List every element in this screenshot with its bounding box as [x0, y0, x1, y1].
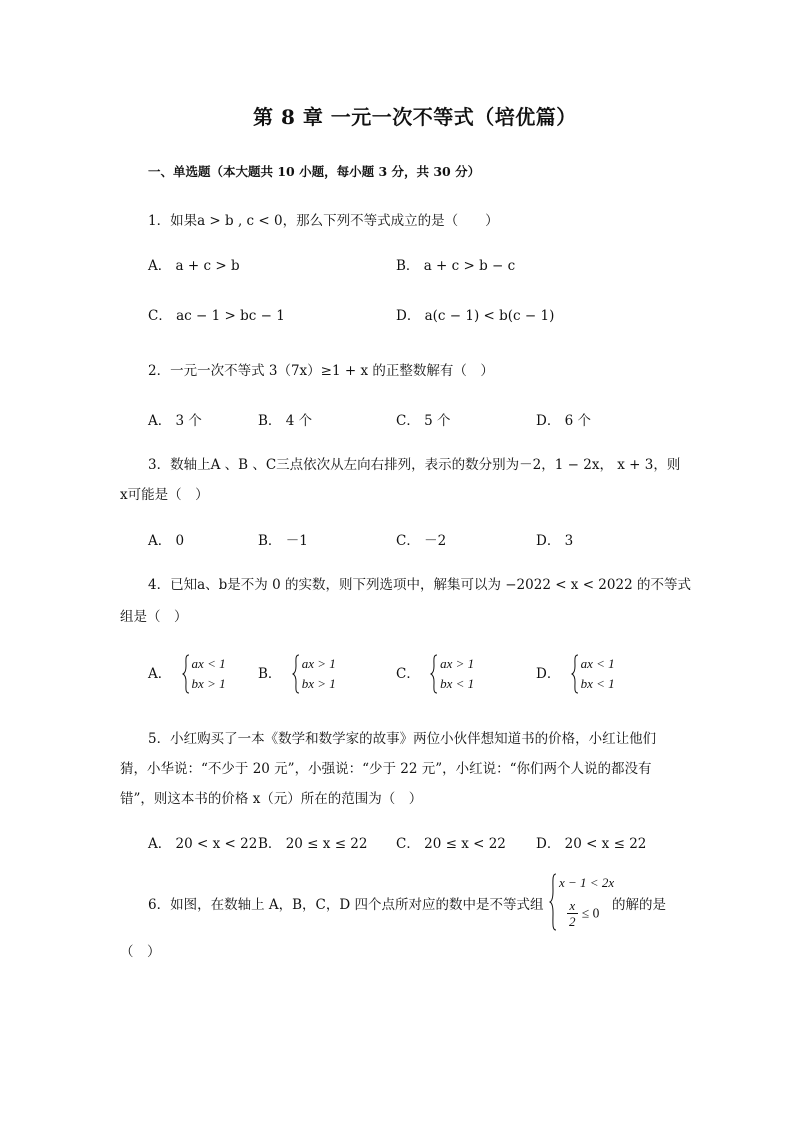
left-brace-icon	[182, 654, 190, 694]
question-2-option-c: C． 5 个	[396, 413, 451, 429]
question-5-option-b: B． 20 ≤ x ≤ 22	[258, 836, 368, 852]
system-line-1: ax < 1	[191, 656, 226, 671]
question-5-option-d: D． 20 < x ≤ 22	[536, 836, 647, 852]
left-brace-icon	[430, 654, 438, 694]
question-1-text: 1．如果a > b , c < 0，那么下列不等式成立的是（ ）	[148, 213, 499, 229]
question-3-option-c: C． －2	[396, 533, 447, 549]
option-label: C．	[396, 666, 420, 682]
question-4-option-c	[396, 654, 474, 694]
inequality-system	[571, 654, 615, 694]
question-3-option-a: A． 0	[148, 533, 185, 549]
question-1-option-d: D． a(c − 1) < b(c − 1)	[396, 308, 555, 324]
question-3-text-line-1: 3．数轴上A 、B 、C三点依次从左向右排列，表示的数分别为－2，1 − 2x， x + 3，则	[148, 457, 681, 473]
question-1-option-a: A． a + c > b	[148, 258, 240, 274]
question-1-option-c: C． ac − 1 > bc − 1	[148, 308, 285, 324]
inequality-system	[182, 654, 226, 694]
fraction-numerator: x	[567, 898, 578, 914]
system-line-2: bx < 1	[580, 676, 615, 691]
question-5-option-a: A． 20 < x < 22	[148, 836, 258, 852]
question-2-option-d: D． 6 个	[536, 413, 591, 429]
left-brace-icon	[549, 873, 557, 931]
system-line-2: bx > 1	[191, 676, 226, 691]
question-3-option-b: B． －1	[258, 533, 308, 549]
question-5-text-line-3: 错”，则这本书的价格 x（元）所在的范围为（ ）	[120, 791, 423, 807]
question-4-text-line-2: 组是（ ）	[120, 609, 188, 625]
question-6-lead-text: 6．如图，在数轴上 A，B，C，D 四个点所对应的数中是不等式组	[148, 897, 544, 913]
inequality-system	[430, 654, 474, 694]
question-4-option-b	[258, 654, 336, 694]
section-heading: 一、单选题（本大题共 10 小题，每小题 3 分，共 30 分）	[148, 164, 481, 179]
question-2-text: 2．一元一次不等式 3（7x）≥1 + x 的正整数解有（ ）	[148, 363, 494, 379]
question-6-text-line-2: （ ）	[120, 944, 161, 960]
system-line-2: bx < 1	[440, 676, 475, 691]
question-4-option-d	[536, 654, 615, 694]
question-2-option-b: B． 4 个	[258, 413, 313, 429]
system-line-1: ax > 1	[440, 656, 475, 671]
inequality-system	[292, 654, 336, 694]
left-brace-icon	[292, 654, 300, 694]
option-label: B．	[258, 666, 282, 682]
question-5-option-c: C． 20 ≤ x < 22	[396, 836, 506, 852]
question-4-text-line-1: 4．已知a、b是不为 0 的实数，则下列选项中，解集可以为 −2022 < x < 2022 的不等式	[148, 577, 691, 593]
system-line-2	[567, 898, 599, 929]
fraction	[567, 898, 578, 929]
question-5-text-line-2: 猜，小华说：“不少于 20 元”，小强说：“少于 22 元”，小红说：“你们两个人说的都没有	[120, 761, 652, 777]
page-title: 第 8 章 一元一次不等式（培优篇）	[253, 105, 577, 129]
question-3-text-line-2: x可能是（ ）	[120, 487, 209, 503]
left-brace-icon	[571, 654, 579, 694]
system-line-1: ax > 1	[301, 656, 336, 671]
question-6-tail-text: 的解的是	[612, 897, 666, 913]
fraction-relation: ≤ 0	[581, 905, 600, 921]
fraction-denominator: 2	[569, 914, 576, 929]
option-label: A．	[148, 666, 172, 682]
system-line-1: ax < 1	[580, 656, 615, 671]
option-label: D．	[536, 666, 561, 682]
question-2-option-a: A． 3 个	[148, 413, 202, 429]
question-4-option-a	[148, 654, 226, 694]
question-1-option-b: B． a + c > b − c	[396, 258, 516, 274]
system-line-2: bx > 1	[301, 676, 336, 691]
question-5-text-line-1: 5．小红购买了一本《数学和数学家的故事》两位小伙伴想知道书的价格，小红让他们	[148, 731, 657, 747]
system-line-1: x − 1 < 2x	[559, 875, 615, 890]
question-3-option-d: D． 3	[536, 533, 574, 549]
